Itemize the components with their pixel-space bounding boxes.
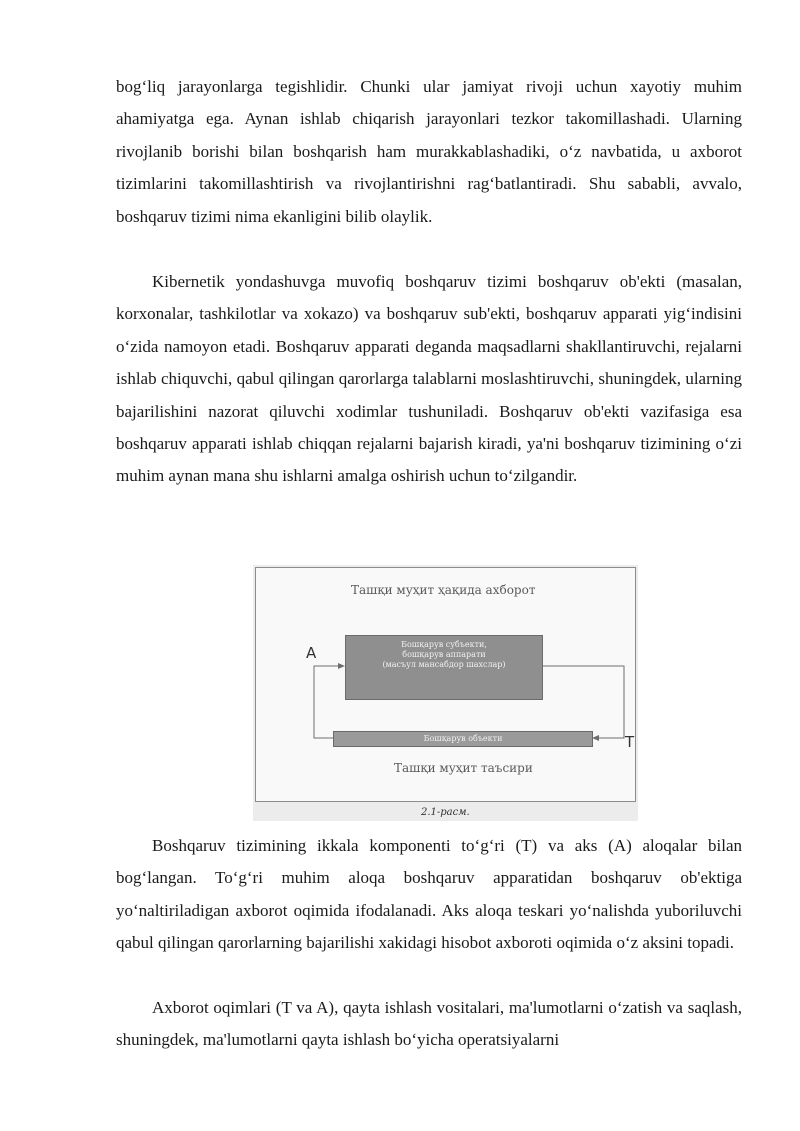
paragraph-2: Kibernetik yondashuvga muvofiq boshqaruv tizimi boshqaruv ob'ekti (masalan, korxonalar, tashkilotlar va xokazo) va boshqaruv sub'ekti, boshqaruv apparati yig‘indisini o‘zida namoyon etadi. Boshqaruv apparati deganda maqsadlarni shakllantiruvchi, rejalarni ishlab chiquvchi, qabul qilingan qarorlarga talablarni moslashtiruvchi, shuningdek, ularning bajarilishini nazorat qiluvchi xodimlar tushuniladi. Boshqaruv ob'ekti vazifasiga esa boshqaruv apparati ishlab chiqqan rejalarni bajarish kiradi, ya'ni boshqaruv tizimining o‘zi muhim aynan mana shu ishlarni amalga oshirish uchun to‘zilgandir. <box>116 272 742 486</box>
paragraph-3: Boshqaruv tizimining ikkala komponenti to‘g‘ri (T) va aks (A) aloqalar bilan bog‘langan. To‘g‘ri muhim aloqa boshqaruv apparatidan boshqaruv ob'ektiga yo‘naltiriladigan axborot oqimida ifodalanadi. Aks aloqa teskari yo‘nalishda yuboriluvchi qabul qilingan qarorlarning bajarilishi xakidagi hisobot axboroti oqimida o‘z aksini topadi. <box>116 836 742 953</box>
paragraph-1: bog‘liq jarayonlarga tegishlidir. Chunki ular jamiyat rivoji uchun xayotiy muhim ahamiyatga ega. Aynan ishlab chiqarish jarayonlari tezkor takomillashadi. Ularning rivojlanib borishi bilan boshqarish ham murakkablashadiki, o‘z navbatida, u axborot tizimlarini takomillashtirish va rivojlantirishni rag‘batlantiradi. Shu sababli, avvalo, boshqaruv tizimi nima ekanligini bilib olaylik. <box>116 77 742 226</box>
figure-caption: 2.1-расм. <box>421 807 470 818</box>
feedback-label-a: А <box>306 644 317 662</box>
control-subject-box <box>345 635 543 700</box>
direct-link-label-t: Т <box>625 733 635 751</box>
figure-control-system-diagram <box>253 565 638 821</box>
external-environment-info-label: Ташқи муҳит ҳақида ахборот <box>351 583 536 597</box>
external-environment-influence-label: Ташқи муҳит таъсири <box>394 761 533 775</box>
figure-frame <box>255 567 636 802</box>
control-object-box <box>333 731 593 747</box>
paragraph-4: Axborot oqimlari (T va A), qayta ishlash vositalari, ma'lumotlarni o‘zatish va saqlash, shuningdek, ma'lumotlarni qayta ishlash bo‘yicha operatsiyalarni <box>116 998 742 1050</box>
subject-line-3: (масъул мансабдор шахслар) <box>382 660 506 669</box>
subject-line-1: Бошқарув субъекти, <box>401 640 487 649</box>
control-object-label: Бошқарув объекти <box>423 734 503 743</box>
subject-line-2: бошқарув аппарати <box>402 650 486 659</box>
